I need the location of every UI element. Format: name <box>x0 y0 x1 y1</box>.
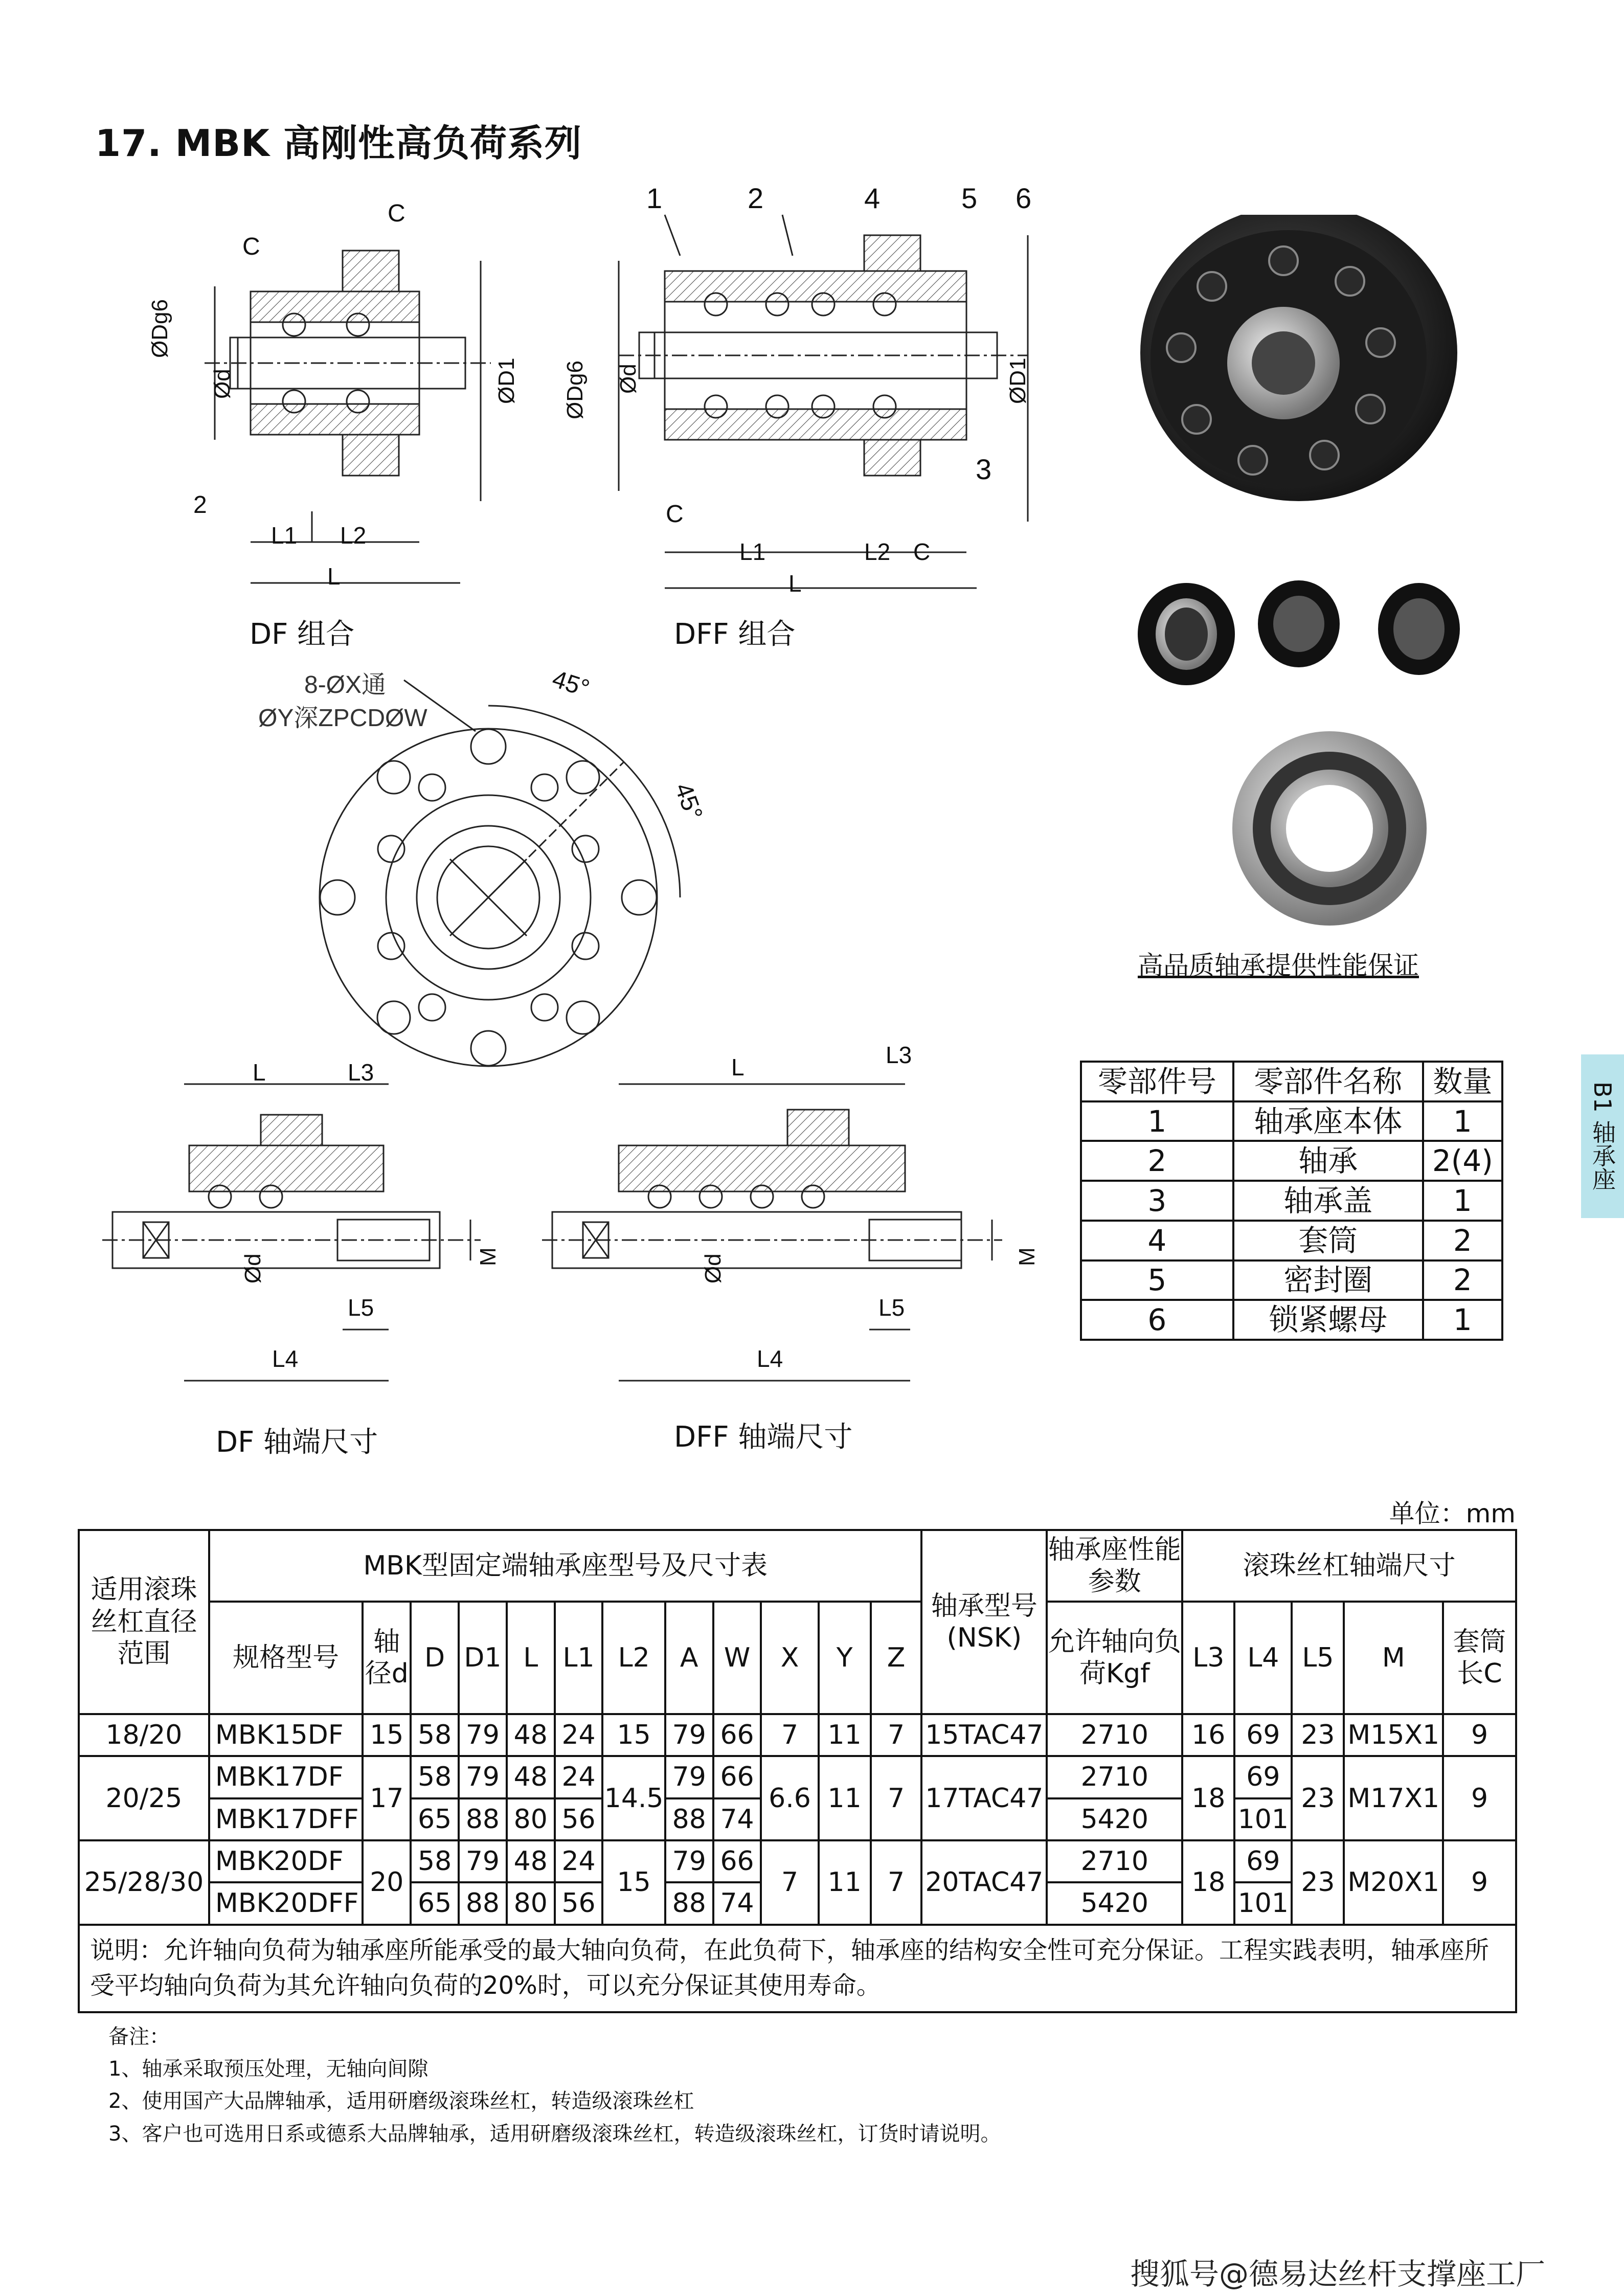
cell-L4: 69 <box>1234 1756 1292 1798</box>
cell-Z: 7 <box>871 1756 922 1840</box>
table-row <box>79 1840 1516 1882</box>
dff-callout-4: 4 <box>864 182 881 214</box>
dff-shaft-dim-m: M <box>1014 1247 1040 1266</box>
cell-C: 9 <box>1443 1756 1516 1840</box>
table-cell: 4 <box>1081 1221 1233 1260</box>
cell-D: 65 <box>411 1882 459 1924</box>
table-cell: 3 <box>1081 1181 1233 1221</box>
page-title: 17. MBK 高刚性高负荷系列 <box>95 122 582 165</box>
cell-Y: 11 <box>819 1840 871 1925</box>
header-X: X <box>761 1602 818 1714</box>
cell-L5: 23 <box>1292 1840 1344 1925</box>
cell-L2: 14.5 <box>602 1756 665 1840</box>
dff-callout-5: 5 <box>961 182 978 214</box>
cell-L: 48 <box>507 1840 555 1882</box>
parts-header-no: 零部件号 <box>1081 1062 1233 1101</box>
header-L5: L5 <box>1292 1602 1344 1714</box>
df-shaft-dim-m: M <box>476 1247 501 1266</box>
cell-A: 79 <box>665 1756 713 1798</box>
photo-caption: 高品质轴承提供性能保证 <box>1138 951 1419 980</box>
cell-X: 7 <box>761 1714 818 1756</box>
header-Z: Z <box>871 1602 922 1714</box>
header-A: A <box>665 1602 713 1714</box>
header-d: 轴径d <box>363 1602 411 1714</box>
front-label-pcd: ØY深ZPCDØW <box>258 705 427 732</box>
cell-Z: 7 <box>871 1840 922 1925</box>
cell-A: 79 <box>665 1840 713 1882</box>
cell-L3: 18 <box>1182 1840 1234 1925</box>
cell-L1: 24 <box>555 1756 603 1798</box>
cell-D: 65 <box>411 1798 459 1840</box>
cell-L2: 15 <box>602 1714 665 1756</box>
df-dim-dg6: ØDg6 <box>147 299 172 358</box>
cell-range: 25/28/30 <box>79 1840 209 1925</box>
df-shaft-dim-l3: L3 <box>348 1059 374 1086</box>
table-cell: 1 <box>1423 1300 1502 1340</box>
cell-load: 5420 <box>1047 1798 1182 1840</box>
front-label-angle2: 45° <box>669 779 708 824</box>
cell-d: 17 <box>363 1756 411 1840</box>
dff-dim-dg6: ØDg6 <box>562 361 588 419</box>
df-shaft-dim-l: L <box>253 1059 266 1086</box>
cell-Z: 7 <box>871 1714 922 1756</box>
cell-L: 48 <box>507 1756 555 1798</box>
cell-W: 74 <box>713 1882 761 1924</box>
df-dim-l1: L1 <box>271 522 298 549</box>
cell-L1: 56 <box>555 1798 603 1840</box>
cell-D: 58 <box>411 1756 459 1798</box>
table-cell: 2 <box>1423 1260 1502 1300</box>
header-L2: L2 <box>602 1602 665 1714</box>
cell-M: M17X1 <box>1344 1756 1443 1840</box>
section-tab: B1 轴承座 <box>1581 1054 1624 1218</box>
table-cell: 2 <box>1423 1221 1502 1260</box>
header-shaft: 滚珠丝杠轴端尺寸 <box>1182 1530 1516 1602</box>
dff-shaft-dim-l5: L5 <box>878 1294 905 1321</box>
cell-C: 9 <box>1443 1840 1516 1925</box>
remark-item: 3、客户也可选用日系或德系大品牌轴承，适用研磨级滚珠丝杠，转造级滚珠丝杠，订货时请说明。 <box>108 2122 1001 2146</box>
cell-D1: 79 <box>459 1714 507 1756</box>
table-row <box>1081 1260 1502 1300</box>
table-row <box>79 1714 1516 1756</box>
cell-X: 6.6 <box>761 1756 818 1840</box>
cell-bearing: 20TAC47 <box>921 1840 1047 1925</box>
cell-L4: 69 <box>1234 1714 1292 1756</box>
dff-dim-d1: ØD1 <box>1005 357 1030 404</box>
cell-M: M20X1 <box>1344 1840 1443 1925</box>
dff-shaft-caption: DFF 轴端尺寸 <box>674 1421 853 1454</box>
df-shaft-end-drawing <box>102 1069 532 1401</box>
header-L: L <box>507 1602 555 1714</box>
cell-D1: 79 <box>459 1840 507 1882</box>
cell-range: 20/25 <box>79 1756 209 1840</box>
parts-table <box>1080 1061 1503 1341</box>
cell-L3: 16 <box>1182 1714 1234 1756</box>
spec-table <box>78 1529 1517 2013</box>
unit-label: 单位：mm <box>1389 1499 1516 1528</box>
cell-D: 58 <box>411 1840 459 1882</box>
dff-assembly-caption: DFF 组合 <box>674 618 796 651</box>
df-dim-d1: ØD1 <box>494 357 519 404</box>
cell-D: 58 <box>411 1714 459 1756</box>
cell-L: 80 <box>507 1882 555 1924</box>
remark-item: 1、轴承采取预压处理，无轴向间隙 <box>108 2057 428 2081</box>
dff-callout-3: 3 <box>976 453 992 485</box>
table-cell: 2(4) <box>1423 1141 1502 1181</box>
table-note: 说明：允许轴向负荷为轴承座所能承受的最大轴向负荷，在此负荷下，轴承座的结构安全性可充分保证。工程实践表明，轴承座所受平均轴向负荷为其允许轴向负荷的20%时，可以充分保证其使用寿命。 <box>79 1925 1516 2012</box>
df-dim-2: 2 <box>193 491 207 519</box>
product-photos <box>1130 215 1519 931</box>
cell-A: 88 <box>665 1882 713 1924</box>
header-perf: 轴承座性能参数 <box>1047 1530 1182 1602</box>
cell-L1: 56 <box>555 1882 603 1924</box>
header-range: 适用滚珠丝杠直径范围 <box>79 1530 209 1714</box>
cell-L1: 24 <box>555 1840 603 1882</box>
df-shaft-dim-l5: L5 <box>348 1294 374 1321</box>
cell-bearing: 17TAC47 <box>921 1756 1047 1840</box>
cell-L5: 23 <box>1292 1756 1344 1840</box>
df-dim-c2: C <box>388 200 405 227</box>
front-label-angle1: 45° <box>549 665 593 703</box>
table-row <box>1081 1101 1502 1141</box>
cell-L2: 15 <box>602 1840 665 1925</box>
dff-dim-d: Ød <box>616 364 641 394</box>
parts-header-qty: 数量 <box>1423 1062 1502 1101</box>
cell-L3: 18 <box>1182 1756 1234 1840</box>
cell-d: 20 <box>363 1840 411 1925</box>
cell-Y: 11 <box>819 1714 871 1756</box>
cell-model: MBK15DF <box>209 1714 363 1756</box>
cell-model: MBK17DFF <box>209 1798 363 1840</box>
df-dim-l2: L2 <box>340 522 367 549</box>
header-L4: L4 <box>1234 1602 1292 1714</box>
front-label-holes: 8-ØX通 <box>304 671 387 699</box>
cell-load: 2710 <box>1047 1840 1182 1882</box>
dff-dim-l: L <box>788 570 802 597</box>
header-series: MBK型固定端轴承座型号及尺寸表 <box>209 1530 922 1602</box>
table-cell: 2 <box>1081 1141 1233 1181</box>
dff-shaft-dim-l4: L4 <box>757 1345 783 1372</box>
header-L1: L1 <box>555 1602 603 1714</box>
remark-item: 2、使用国产大品牌轴承，适用研磨级滚珠丝杠，转造级滚珠丝杠 <box>108 2089 694 2113</box>
dff-dim-c1: C <box>666 501 684 528</box>
table-cell: 轴承座本体 <box>1233 1101 1423 1141</box>
parts-header-name: 零部件名称 <box>1233 1062 1423 1101</box>
dff-callout-2: 2 <box>748 182 764 214</box>
remarks-heading: 备注： <box>108 2025 170 2049</box>
cell-L4: 101 <box>1234 1882 1292 1924</box>
dff-shaft-dim-l3: L3 <box>886 1042 912 1068</box>
cell-load: 5420 <box>1047 1882 1182 1924</box>
table-row <box>1081 1141 1502 1181</box>
table-cell: 6 <box>1081 1300 1233 1340</box>
dff-shaft-end-drawing <box>542 1069 1048 1401</box>
cell-D1: 88 <box>459 1798 507 1840</box>
header-D1: D1 <box>459 1602 507 1714</box>
cell-Y: 11 <box>819 1756 871 1840</box>
dff-callout-6: 6 <box>1016 182 1032 214</box>
cell-W: 66 <box>713 1840 761 1882</box>
header-L3: L3 <box>1182 1602 1234 1714</box>
cell-model: MBK20DFF <box>209 1882 363 1924</box>
header-Y: Y <box>819 1602 871 1714</box>
cell-D1: 88 <box>459 1882 507 1924</box>
df-dim-l: L <box>327 563 341 590</box>
table-cell: 轴承 <box>1233 1141 1423 1181</box>
cell-A: 79 <box>665 1714 713 1756</box>
cell-W: 74 <box>713 1798 761 1840</box>
cell-L4: 69 <box>1234 1840 1292 1882</box>
cell-model: MBK17DF <box>209 1756 363 1798</box>
cell-M: M15X1 <box>1344 1714 1443 1756</box>
cell-model: MBK20DF <box>209 1840 363 1882</box>
cell-L1: 24 <box>555 1714 603 1756</box>
cell-range: 18/20 <box>79 1714 209 1756</box>
df-shaft-dim-l4: L4 <box>272 1345 299 1372</box>
df-shaft-caption: DF 轴端尺寸 <box>216 1426 378 1459</box>
cell-L: 48 <box>507 1714 555 1756</box>
header-D: D <box>411 1602 459 1714</box>
table-cell: 1 <box>1423 1101 1502 1141</box>
cell-d: 15 <box>363 1714 411 1756</box>
cell-load: 2710 <box>1047 1714 1182 1756</box>
table-row <box>1081 1221 1502 1260</box>
table-cell: 套筒 <box>1233 1221 1423 1260</box>
header-load: 允许轴向负荷Kgf <box>1047 1602 1182 1714</box>
cell-X: 7 <box>761 1840 818 1925</box>
cell-W: 66 <box>713 1714 761 1756</box>
dff-dim-l2: L2 <box>864 538 891 565</box>
header-C: 套筒长C <box>1443 1602 1516 1714</box>
cell-L4: 101 <box>1234 1798 1292 1840</box>
table-cell: 密封圈 <box>1233 1260 1423 1300</box>
df-assembly-caption: DF 组合 <box>250 618 355 651</box>
dff-callout-1: 1 <box>646 182 663 214</box>
dff-shaft-dim-l: L <box>731 1054 745 1081</box>
watermark: 搜狐号@德易达丝杆支撑座工厂 <box>1130 2257 1546 2291</box>
df-dim-c1: C <box>242 233 260 260</box>
dff-assembly-drawing <box>588 184 1038 593</box>
table-cell: 轴承盖 <box>1233 1181 1423 1221</box>
header-model: 规格型号 <box>209 1602 363 1714</box>
cell-load: 2710 <box>1047 1756 1182 1798</box>
cell-bearing: 15TAC47 <box>921 1714 1047 1756</box>
header-W: W <box>713 1602 761 1714</box>
cell-L: 80 <box>507 1798 555 1840</box>
dff-dim-c2: C <box>913 538 931 565</box>
cell-C: 9 <box>1443 1714 1516 1756</box>
cell-A: 88 <box>665 1798 713 1840</box>
remarks <box>108 2021 1001 2150</box>
table-cell: 5 <box>1081 1260 1233 1300</box>
dff-dim-l1: L1 <box>739 538 766 565</box>
table-cell: 1 <box>1081 1101 1233 1141</box>
cell-D1: 79 <box>459 1756 507 1798</box>
table-row <box>1081 1181 1502 1221</box>
table-cell: 1 <box>1423 1181 1502 1221</box>
cell-L5: 23 <box>1292 1714 1344 1756</box>
table-cell: 锁紧螺母 <box>1233 1300 1423 1340</box>
header-bearing: 轴承型号(NSK) <box>921 1530 1047 1714</box>
dff-shaft-dim-d: Ød <box>701 1253 726 1284</box>
header-M: M <box>1344 1602 1443 1714</box>
df-shaft-dim-d: Ød <box>240 1253 265 1284</box>
table-row <box>1081 1300 1502 1340</box>
cell-W: 66 <box>713 1756 761 1798</box>
df-dim-d: Ød <box>210 369 235 399</box>
table-row <box>79 1756 1516 1798</box>
